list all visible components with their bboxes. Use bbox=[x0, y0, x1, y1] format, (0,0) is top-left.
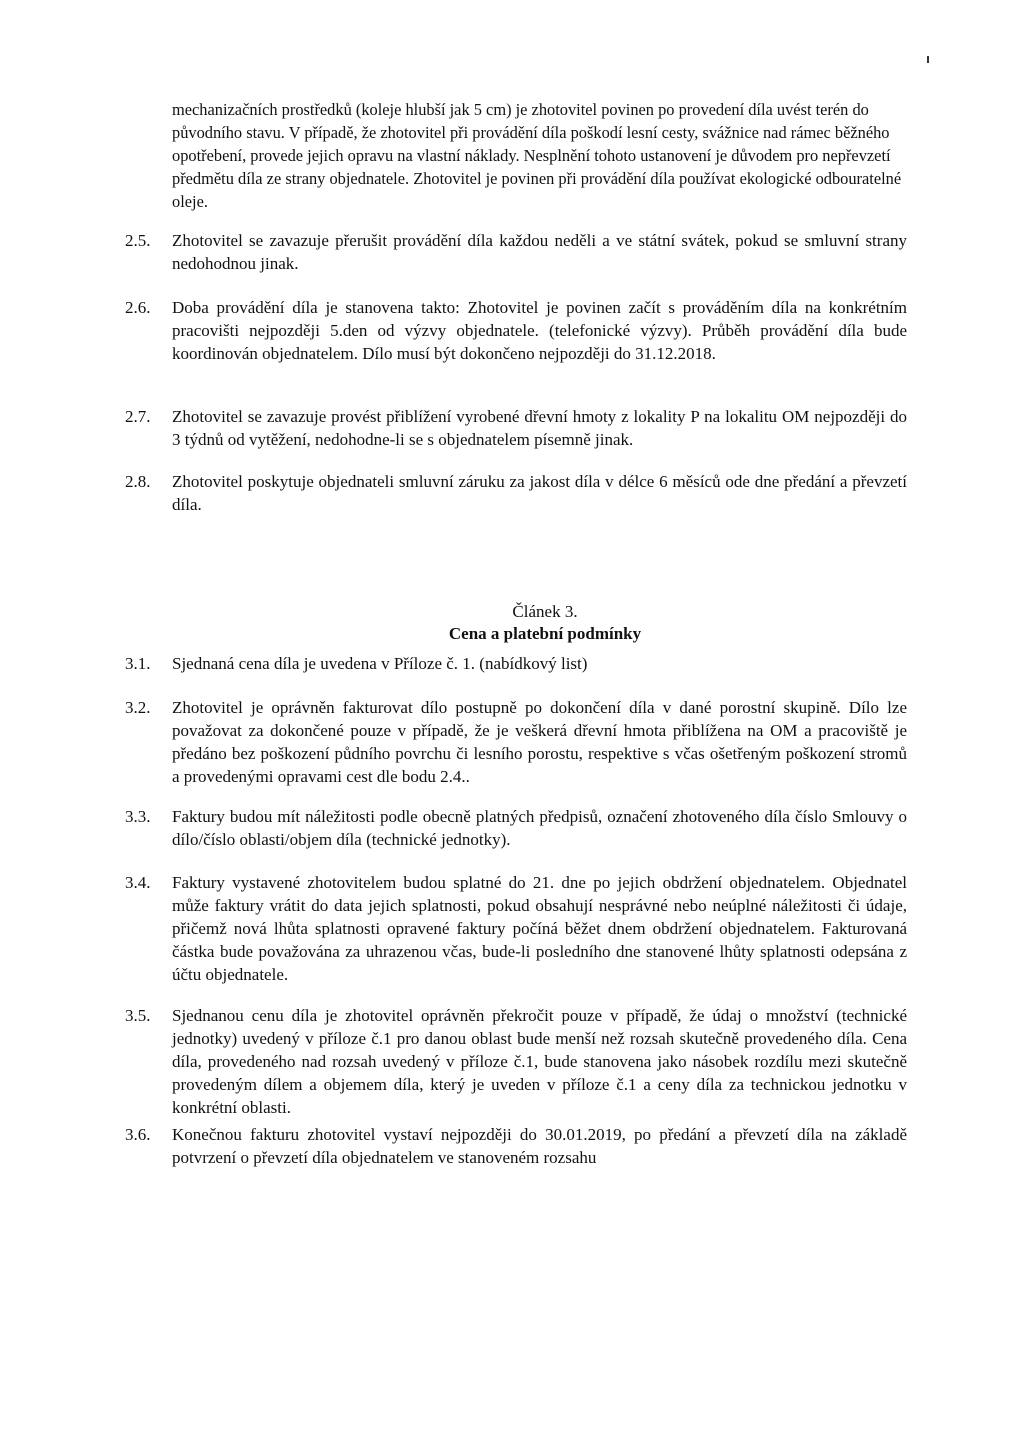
clause-number: 3.6. bbox=[125, 1125, 151, 1144]
clause-text: Sjednanou cenu díla je zhotovitel oprávněn překročit pouze v případě, že údaj o množství (technické jednotky) uvedený v příloze č.1 pro danou oblast bude menší než rozsah skutečně provedeného díla. Cena díla, provedeného nad rozsah uvedený v příloze č.1, bude stanovena jako násobek rozdílu mezi skutečně provedeným dílem a objemem díla, který je uveden v příloze č.1 a ceny díla za technickou jednotku v konkrétní oblasti. bbox=[172, 1006, 907, 1117]
clause-number: 3.3. bbox=[125, 807, 151, 826]
intro-paragraph: mechanizačních prostředků (koleje hlubší jak 5 cm) je zhotovitel povinen po provedení díla uvést terén do původního stavu. V případě, že zhotovitel při provádění díla poškodí lesní cesty, svážnice nad rámec běžného opotřebení, provede jejich opravu na vlastní náklady. Nesplnění tohoto ustanovení je důvodem pro nepřevzetí předmětu díla ze strany objednatele. Zhotovitel je povinen při provádění díla používat ekologické odbouratelné oleje. bbox=[172, 100, 902, 211]
clause-number: 2.6. bbox=[125, 298, 151, 317]
clause-text: Zhotovitel je oprávněn fakturovat dílo postupně po dokončení díla v dané porostní skupině. Dílo lze považovat za dokončené pouze v případě, že je veškerá dřevní hmota přiblížena na OM a pracoviště je předáno bez poškození půdního povrchu či lesního porostu, respektive s včas ošetřeným poškození stromů a provedenými opravami cest dle bodu 2.4.. bbox=[172, 698, 907, 786]
clause-text: Faktury budou mít náležitosti podle obecně platných předpisů, označení zhotoveného díla číslo Smlouvy o dílo/číslo oblasti/objem díla (technické jednotky). bbox=[172, 807, 907, 849]
clause-number: 2.5. bbox=[125, 231, 151, 250]
clause-text: Konečnou fakturu zhotovitel vystaví nejpozději do 30.01.2019, po předání a převzetí díla na základě potvrzení o převzetí díla objednatelem ve stanoveném rozsahu bbox=[172, 1125, 907, 1167]
clause-text: Doba provádění díla je stanovena takto: Zhotovitel je povinen začít s prováděním díla na konkrétním pracovišti nejpozději 5.den od výzvy objednatele. (telefonické výzvy). Průběh provádění díla bude koordinován objednatelem. Dílo musí být dokončeno nejpozději do 31.12.2018. bbox=[172, 298, 907, 363]
clause-text: Zhotovitel poskytuje objednateli smluvní záruku za jakost díla v délce 6 měsíců ode dne předání a převzetí díla. bbox=[172, 472, 907, 514]
clause-number: 3.4. bbox=[125, 873, 151, 892]
clause-number: 2.7. bbox=[125, 407, 151, 426]
clause-number: 3.1. bbox=[125, 654, 151, 673]
article-heading: Cena a platební podmínky bbox=[448, 624, 642, 643]
clause-number: 3.2. bbox=[125, 698, 151, 717]
clause-number: 3.5. bbox=[125, 1006, 151, 1025]
clause-text: Zhotovitel se zavazuje přerušit provádění díla každou neděli a ve státní svátek, pokud se smluvní strany nedohodnou jinak. bbox=[172, 231, 907, 273]
clause-number: 2.8. bbox=[125, 472, 151, 491]
article-title: Článek 3. bbox=[512, 602, 578, 621]
scan-speck bbox=[927, 56, 929, 63]
clause-text: Sjednaná cena díla je uvedena v Příloze č. 1. (nabídkový list) bbox=[172, 654, 588, 673]
clause-text: Zhotovitel se zavazuje provést přiblížení vyrobené dřevní hmoty z lokality P na lokalitu OM nejpozději do 3 týdnů od vytěžení, nedohodne-li se s objednatelem písemně jinak. bbox=[172, 407, 907, 449]
clause-text: Faktury vystavené zhotovitelem budou splatné do 21. dne po jejich obdržení objednatelem. Objednatel může faktury vrátit do data jejich splatnosti, pokud obsahují nesprávné nebo neúplné náležitosti či údaje, přičemž nová lhůta splatnosti opravené faktury počíná běžet dnem obdržení objednatelem. Fakturovaná částka bude považována za uhrazenou včas, bude-li posledního dne stanovené lhůty splatnosti odepsána z účtu objednatele. bbox=[172, 873, 907, 984]
